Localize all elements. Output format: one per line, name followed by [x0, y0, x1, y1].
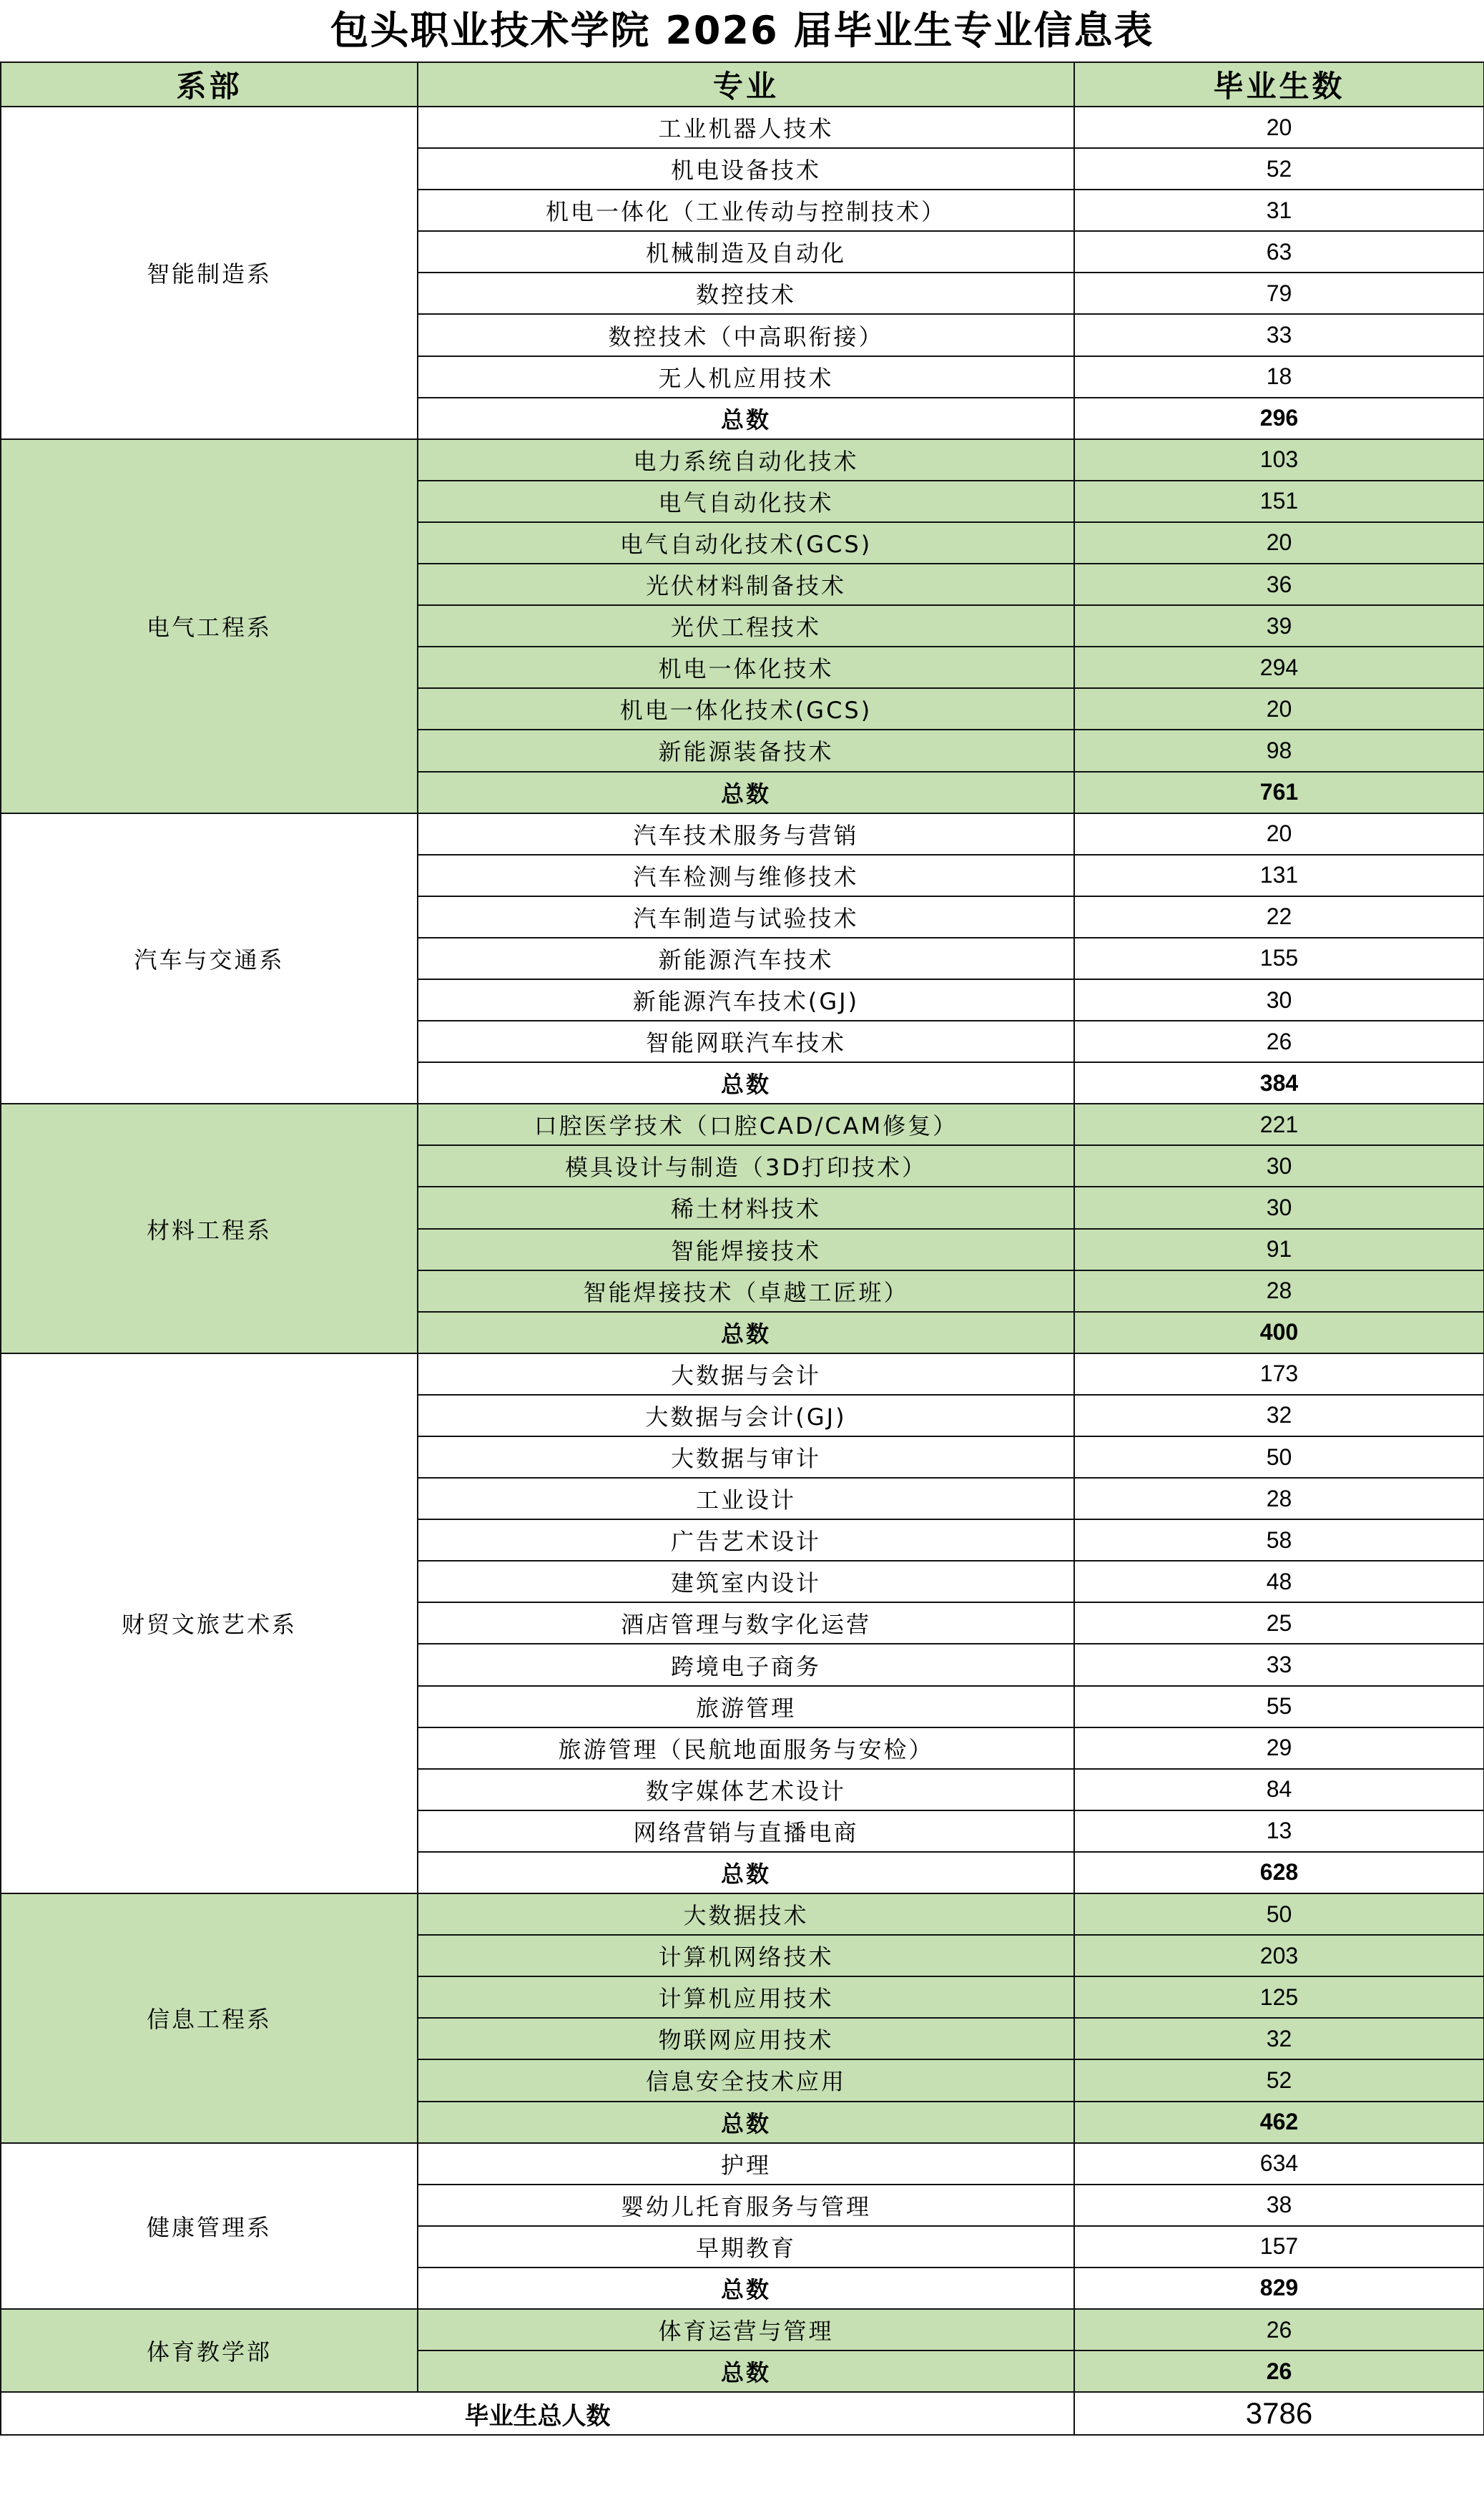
count-cell: 48 [1074, 1561, 1484, 1602]
grand-total-row [1, 2392, 1484, 2435]
dept-cell: 智能制造系 [1, 107, 418, 439]
major-cell: 新能源汽车技术(GJ) [418, 979, 1074, 1021]
subtotal-label: 总数 [418, 772, 1074, 813]
count-cell: 28 [1074, 1478, 1484, 1519]
major-cell: 跨境电子商务 [418, 1644, 1074, 1685]
count-cell: 151 [1074, 481, 1484, 522]
major-cell: 电气自动化技术(GCS) [418, 522, 1074, 564]
header-count: 毕业生数 [1074, 62, 1484, 107]
major-cell: 护理 [418, 2143, 1074, 2185]
dept-cell: 电气工程系 [1, 439, 418, 813]
grand-total-label: 毕业生总人数 [1, 2392, 1074, 2435]
count-cell: 38 [1074, 2185, 1484, 2226]
count-cell: 33 [1074, 314, 1484, 356]
major-cell: 大数据与会计 [418, 1353, 1074, 1395]
dept-cell: 信息工程系 [1, 1893, 418, 2143]
count-cell: 221 [1074, 1104, 1484, 1145]
count-cell: 58 [1074, 1519, 1484, 1561]
count-cell: 29 [1074, 1727, 1484, 1769]
subtotal-value: 829 [1074, 2268, 1484, 2309]
major-cell: 机电一体化技术 [418, 647, 1074, 688]
count-cell: 36 [1074, 564, 1484, 605]
major-cell: 旅游管理 [418, 1686, 1074, 1727]
major-cell: 早期教育 [418, 2226, 1074, 2268]
count-cell: 294 [1074, 647, 1484, 688]
count-cell: 84 [1074, 1769, 1484, 1810]
header-row [1, 62, 1484, 107]
major-cell: 机电一体化（工业传动与控制技术） [418, 190, 1074, 231]
graduate-table [0, 62, 1484, 2436]
dept-cell: 财贸文旅艺术系 [1, 1353, 418, 1893]
table-row [1, 813, 1484, 855]
table-body [1, 107, 1484, 2435]
count-cell: 26 [1074, 1021, 1484, 1062]
dept-cell: 汽车与交通系 [1, 813, 418, 1104]
major-cell: 智能网联汽车技术 [418, 1021, 1074, 1062]
major-cell: 新能源汽车技术 [418, 938, 1074, 979]
major-cell: 新能源装备技术 [418, 730, 1074, 771]
subtotal-label: 总数 [418, 2102, 1074, 2143]
major-cell: 机械制造及自动化 [418, 231, 1074, 273]
subtotal-value: 462 [1074, 2102, 1484, 2143]
table-row [1, 1353, 1484, 1395]
count-cell: 30 [1074, 1145, 1484, 1187]
major-cell: 建筑室内设计 [418, 1561, 1074, 1602]
major-cell: 汽车技术服务与营销 [418, 813, 1074, 855]
subtotal-label: 总数 [418, 2350, 1074, 2392]
subtotal-label: 总数 [418, 1312, 1074, 1353]
count-cell: 634 [1074, 2143, 1484, 2185]
major-cell: 汽车制造与试验技术 [418, 896, 1074, 938]
major-cell: 机电设备技术 [418, 148, 1074, 190]
major-cell: 计算机应用技术 [418, 1976, 1074, 2018]
count-cell: 20 [1074, 522, 1484, 564]
major-cell: 无人机应用技术 [418, 356, 1074, 398]
count-cell: 173 [1074, 1353, 1484, 1395]
count-cell: 22 [1074, 896, 1484, 938]
subtotal-value: 400 [1074, 1312, 1484, 1353]
subtotal-value: 761 [1074, 772, 1484, 813]
major-cell: 婴幼儿托育服务与管理 [418, 2185, 1074, 2226]
subtotal-value: 384 [1074, 1062, 1484, 1104]
count-cell: 32 [1074, 1395, 1484, 1436]
major-cell: 光伏工程技术 [418, 605, 1074, 647]
major-cell: 智能焊接技术 [418, 1229, 1074, 1270]
major-cell: 大数据与审计 [418, 1436, 1074, 1478]
count-cell: 55 [1074, 1686, 1484, 1727]
dept-cell: 体育教学部 [1, 2309, 418, 2392]
count-cell: 20 [1074, 813, 1484, 855]
major-cell: 工业设计 [418, 1478, 1074, 1519]
count-cell: 20 [1074, 107, 1484, 148]
table-row [1, 1104, 1484, 1145]
major-cell: 大数据与会计(GJ) [418, 1395, 1074, 1436]
table-row [1, 2143, 1484, 2185]
count-cell: 79 [1074, 273, 1484, 314]
table-row [1, 107, 1484, 148]
major-cell: 数控技术 [418, 273, 1074, 314]
count-cell: 155 [1074, 938, 1484, 979]
major-cell: 口腔医学技术（口腔CAD/CAM修复） [418, 1104, 1074, 1145]
table-row [1, 1893, 1484, 1935]
major-cell: 物联网应用技术 [418, 2018, 1074, 2059]
count-cell: 30 [1074, 979, 1484, 1021]
major-cell: 酒店管理与数字化运营 [418, 1602, 1074, 1644]
table-row [1, 439, 1484, 481]
count-cell: 30 [1074, 1187, 1484, 1228]
count-cell: 13 [1074, 1810, 1484, 1852]
count-cell: 50 [1074, 1436, 1484, 1478]
major-cell: 模具设计与制造（3D打印技术） [418, 1145, 1074, 1187]
subtotal-label: 总数 [418, 398, 1074, 439]
count-cell: 52 [1074, 2059, 1484, 2101]
subtotal-value: 296 [1074, 398, 1484, 439]
count-cell: 157 [1074, 2226, 1484, 2268]
count-cell: 91 [1074, 1229, 1484, 1270]
count-cell: 203 [1074, 1935, 1484, 1976]
table-row [1, 2309, 1484, 2350]
count-cell: 50 [1074, 1893, 1484, 1935]
count-cell: 32 [1074, 2018, 1484, 2059]
dept-cell: 材料工程系 [1, 1104, 418, 1353]
major-cell: 工业机器人技术 [418, 107, 1074, 148]
major-cell: 数控技术（中高职衔接） [418, 314, 1074, 356]
count-cell: 131 [1074, 855, 1484, 896]
major-cell: 智能焊接技术（卓越工匠班） [418, 1270, 1074, 1312]
count-cell: 103 [1074, 439, 1484, 481]
dept-cell: 健康管理系 [1, 2143, 418, 2309]
grand-total-value: 3786 [1074, 2392, 1484, 2435]
major-cell: 电力系统自动化技术 [418, 439, 1074, 481]
major-cell: 旅游管理（民航地面服务与安检） [418, 1727, 1074, 1769]
count-cell: 18 [1074, 356, 1484, 398]
count-cell: 98 [1074, 730, 1484, 771]
count-cell: 125 [1074, 1976, 1484, 2018]
count-cell: 25 [1074, 1602, 1484, 1644]
subtotal-label: 总数 [418, 1852, 1074, 1893]
major-cell: 信息安全技术应用 [418, 2059, 1074, 2101]
major-cell: 计算机网络技术 [418, 1935, 1074, 1976]
header-major: 专业 [418, 62, 1074, 107]
count-cell: 52 [1074, 148, 1484, 190]
count-cell: 20 [1074, 688, 1484, 730]
count-cell: 26 [1074, 2309, 1484, 2350]
count-cell: 28 [1074, 1270, 1484, 1312]
count-cell: 33 [1074, 1644, 1484, 1685]
major-cell: 大数据技术 [418, 1893, 1074, 1935]
major-cell: 稀土材料技术 [418, 1187, 1074, 1228]
count-cell: 31 [1074, 190, 1484, 231]
count-cell: 39 [1074, 605, 1484, 647]
subtotal-label: 总数 [418, 1062, 1074, 1104]
major-cell: 汽车检测与维修技术 [418, 855, 1074, 896]
major-cell: 网络营销与直播电商 [418, 1810, 1074, 1852]
subtotal-value: 628 [1074, 1852, 1484, 1893]
subtotal-value: 26 [1074, 2350, 1484, 2392]
count-cell: 63 [1074, 231, 1484, 273]
subtotal-label: 总数 [418, 2268, 1074, 2309]
major-cell: 电气自动化技术 [418, 481, 1074, 522]
major-cell: 机电一体化技术(GCS) [418, 688, 1074, 730]
major-cell: 体育运营与管理 [418, 2309, 1074, 2350]
header-dept: 系部 [1, 62, 418, 107]
major-cell: 广告艺术设计 [418, 1519, 1074, 1561]
major-cell: 光伏材料制备技术 [418, 564, 1074, 605]
page-title: 包头职业技术学院 2026 届毕业生专业信息表 [330, 8, 1154, 53]
major-cell: 数字媒体艺术设计 [418, 1769, 1074, 1810]
